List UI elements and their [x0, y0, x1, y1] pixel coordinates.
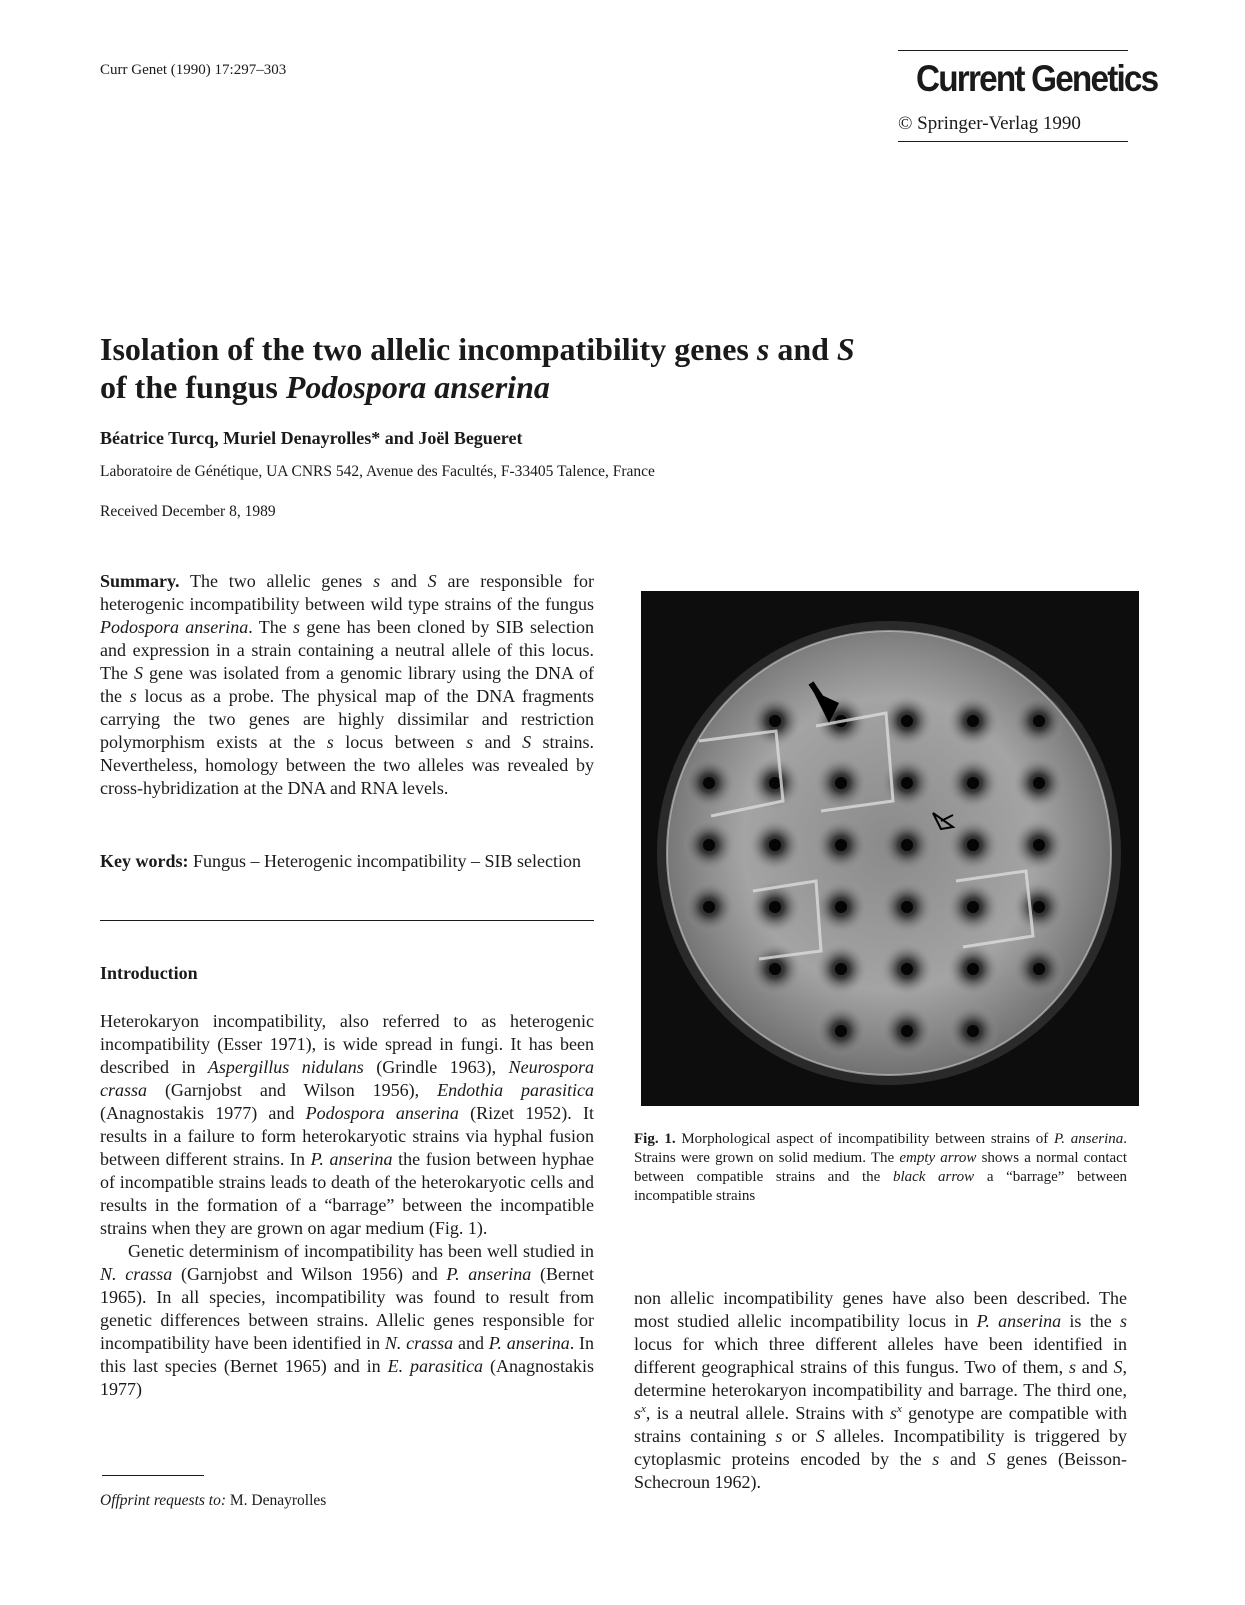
colony-center — [769, 839, 781, 851]
colony-center — [835, 963, 847, 975]
colony-center — [967, 839, 979, 851]
colony-center — [835, 901, 847, 913]
colony-center — [967, 715, 979, 727]
colony-center — [703, 777, 715, 789]
colony-center — [1033, 901, 1045, 913]
colony-center — [835, 1025, 847, 1037]
footnote-rule — [102, 1475, 204, 1476]
colony-center — [835, 839, 847, 851]
colony-center — [901, 1025, 913, 1037]
colony-center — [901, 963, 913, 975]
received-date: Received December 8, 1989 — [100, 503, 276, 520]
header-rule-bottom — [898, 141, 1128, 142]
footnote: Offprint requests to: M. Denayrolles — [100, 1492, 327, 1509]
colony-center — [769, 963, 781, 975]
intro-paragraph-1: Heterokaryon incompatibility, also referred to as heterogenic incompatibility (Esser 1971), is wide spread in fungi. It has been described in Aspergillus nidulans (Grindle 1963), Neurospora crassa (Garnjobst and Wilson 1956), Endothia parasitica (Anagnostakis 1977) and Podospora anserina (Rizet 1952). It results in a failure to form heterokaryotic strains via hyphal fusion between different strains. In P. anserina the fusion between hyphae of incompatible strains leads to death of the heterokaryotic cells and results in the formation of a “barrage” between the incompatible strains when they are grown on agar medium (Fig. 1). — [100, 1011, 595, 1238]
colony-center — [901, 901, 913, 913]
figure-petri-dish-photo — [641, 591, 1139, 1106]
colony-center — [901, 715, 913, 727]
intro-paragraph-2: Genetic determinism of incompatibility has been well studied in N. crassa (Garnjobst and Wilson 1956) and P. anserina (Bernet 1965). In all species, incompatibility was found to result from genetic differences between strains. Allelic genes responsible for incompatibility have been identified in N. crassa and P. anserina. In this last species (Bernet 1965) and in E. parasitica (Anagnostakis 1977) — [100, 1241, 595, 1399]
header-rule-top — [898, 50, 1128, 51]
colony-center — [967, 777, 979, 789]
colony-center — [769, 777, 781, 789]
colony-center — [1033, 715, 1045, 727]
colony-center — [769, 901, 781, 913]
colony-center — [1033, 839, 1045, 851]
colony-center — [901, 839, 913, 851]
colony-center — [967, 963, 979, 975]
colony-center — [835, 777, 847, 789]
article-title: Isolation of the two allelic incompatibility genes s and S of the fungus Podospora anserina — [100, 331, 855, 405]
petri-dish-illustration — [641, 591, 1139, 1106]
colony-center — [703, 901, 715, 913]
copyright-notice: © Springer-Verlag 1990 — [898, 113, 1081, 134]
colony-center — [967, 901, 979, 913]
journal-title: Current Genetics — [916, 58, 1158, 99]
colony-center — [1033, 963, 1045, 975]
section-divider — [100, 920, 594, 921]
introduction-body — [100, 1010, 594, 1401]
colony-center — [769, 715, 781, 727]
colony-center — [1033, 777, 1045, 789]
authors: Béatrice Turcq, Muriel Denayrolles* and Joël Begueret — [100, 428, 523, 448]
colony-center — [901, 777, 913, 789]
introduction-heading: Introduction — [100, 963, 198, 983]
colony-center — [703, 839, 715, 851]
colony-center — [967, 1025, 979, 1037]
right-column-paragraph: non allelic incompatibility genes have also been described. The most studied allelic incompatibility locus in P. anserina is the s locus for which three different alleles have been identified in different geographical strains of this fungus. Two of them, s and S, determine heterokaryon incompatibility and barrage. The third one, $s^x$, is a neutral allele. Strains with $s^x$ genotype are compatible with strains containing s or S alleles. Incompatibility is triggered by cytoplasmic proteins encoded by the s and S genes (Beisson-Schecroun 1962). — [634, 1288, 1128, 1492]
key-words: Key words: Fungus – Heterogenic incompatibility – SIB selection — [100, 851, 581, 871]
figure-caption: Fig. 1. Morphological aspect of incompatibility between strains of P. anserina. Strains were grown on solid medium. The empty arrow shows a normal contact between compatible strains and the black arrow a “barrage” between incompatible strains — [634, 1131, 1127, 1204]
affiliation: Laboratoire de Génétique, UA CNRS 542, Avenue des Facultés, F-33405 Talence, France — [100, 463, 655, 480]
summary-paragraph: Summary. The two allelic genes s and S are responsible for heterogenic incompatibility between wild type strains of the fungus Podospora anserina. The s gene has been cloned by SIB selection and expression in a strain containing a neutral allele of this locus. The S gene was isolated from a genomic library using the DNA of the s locus as a probe. The physical map of the DNA fragments carrying the two genes are highly dissimilar and restriction polymorphism exists at the s locus between s and S strains. Nevertheless, homology between the two alleles was revealed by cross-hybridization at the DNA and RNA levels. — [100, 571, 595, 798]
journal-citation: Curr Genet (1990) 17:297–303 — [100, 62, 287, 78]
